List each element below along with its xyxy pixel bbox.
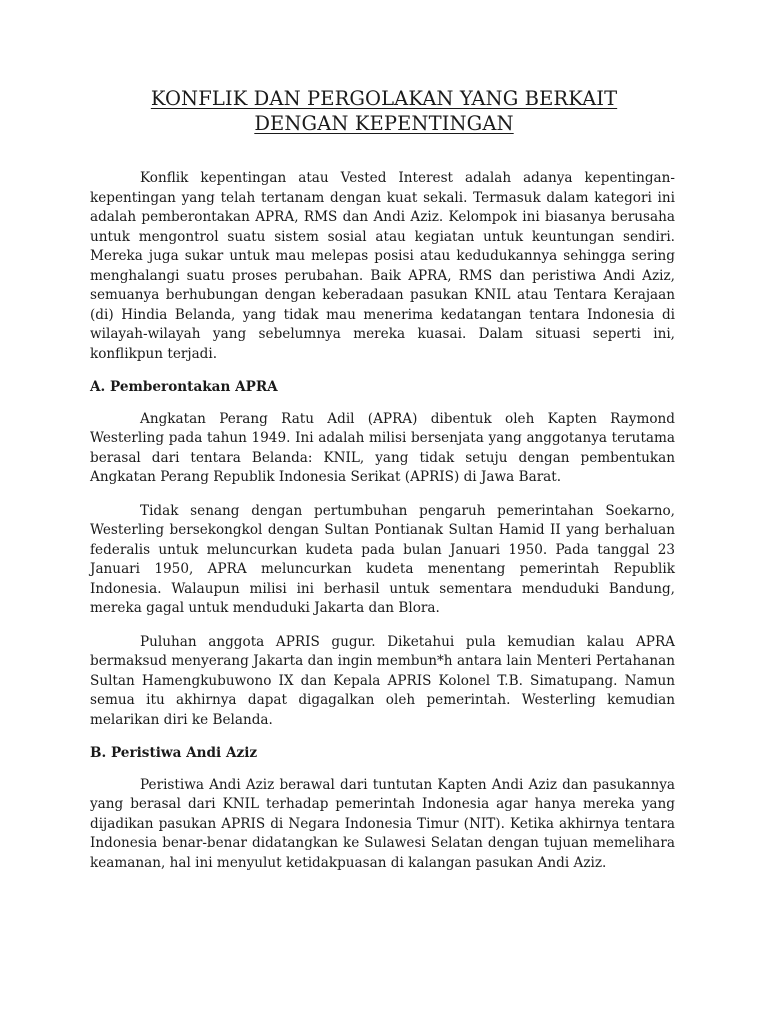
section-b-heading: B. Peristiwa Andi Aziz: [90, 745, 258, 761]
section-a-paragraph-2: Tidak senang dengan pertumbuhan pengaruh pemerintahan Soekarno, Westerling bersekongkol dengan Sultan Pontianak Sultan Hamid II yang berhaluan federalis untuk meluncurkan kudeta pada bulan Januari 1950. Pada tanggal 23 Januari 1950, APRA meluncurkan kudeta menentang pemerintah Republik Indonesia. Walaupun milisi ini berhasil untuk sementara menduduki Bandung, mereka gagal untuk menduduki Jakarta dan Blora.: [90, 502, 675, 616]
document-body: [90, 169, 675, 887]
section-b-paragraph-1: Peristiwa Andi Aziz berawal dari tuntutan Kapten Andi Aziz dan pasukannya yang berasal dari KNIL terhadap pemerintah Indonesia agar hanya mereka yang dijadikan pasukan APRIS di Negara Indonesia Timur (NIT). Ketika akhirnya tentara Indonesia benar-benar didatangkan ke Sulawesi Selatan dengan tujuan memelihara keamanan, hal ini menyulut ketidakpuasan di kalangan pasukan Andi Aziz.: [90, 776, 675, 871]
section-a-paragraph-3: Puluhan anggota APRIS gugur. Diketahui pula kemudian kalau APRA bermaksud menyerang Jakarta dan ingin membun*h antara lain Menteri Pertahanan Sultan Hamengkubuwono IX dan Kepala APRIS Kolonel T.B. Simatupang. Namun semua itu akhirnya dapat digagalkan oleh pemerintah. Westerling kemudian melarikan diri ke Belanda.: [90, 633, 675, 728]
document-title: [90, 86, 678, 136]
section-a-paragraph-1: Angkatan Perang Ratu Adil (APRA) dibentuk oleh Kapten Raymond Westerling pada tahun 1949. Ini adalah milisi bersenjata yang anggotanya terutama berasal dari tentara Belanda: KNIL, yang tidak setuju dengan pembentukan Angkatan Perang Republik Indonesia Serikat (APRIS) di Jawa Barat.: [90, 410, 675, 485]
title-line-2: DENGAN KEPENTINGAN: [254, 112, 514, 135]
section-a-heading: A. Pemberontakan APRA: [90, 379, 278, 395]
intro-paragraph: Konflik kepentingan atau Vested Interest adalah adanya kepentingan-kepentingan yang telah tertanam dengan kuat sekali. Termasuk dalam kategori ini adalah pemberontakan APRA, RMS dan Andi Aziz. Kelompok ini biasanya berusaha untuk mengontrol suatu sistem sosial atau kegiatan untuk keuntungan sendiri. Mereka juga sukar untuk mau melepas posisi atau kedudukannya sehingga sering menghalangi suatu proses perubahan. Baik APRA, RMS dan peristiwa Andi Aziz, semuanya berhubungan dengan keberadaan pasukan KNIL atau Tentara Kerajaan (di) Hindia Belanda, yang tidak mau menerima kedatangan tentara Indonesia di wilayah-wilayah yang sebelumnya mereka kuasai. Dalam situasi seperti ini, konflikpun terjadi.: [90, 170, 675, 362]
title-line-1: KONFLIK DAN PERGOLAKAN YANG BERKAIT: [150, 87, 618, 110]
